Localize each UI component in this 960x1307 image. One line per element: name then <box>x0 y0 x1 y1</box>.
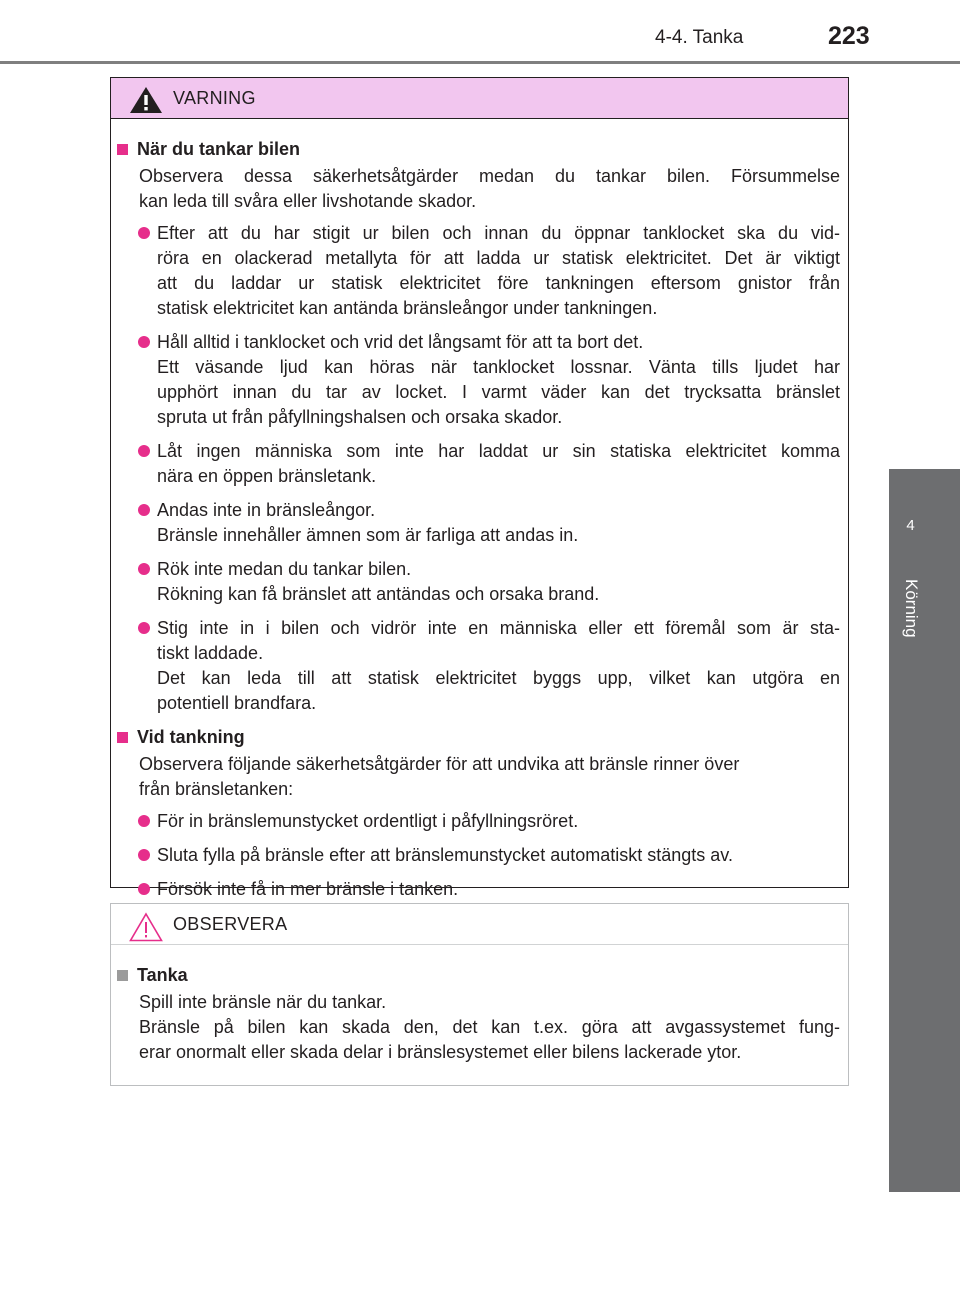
text-line: statisk elektricitet kan antända bränsleångor under tankningen. <box>157 298 658 318</box>
heading-text: Vid tankning <box>137 727 245 747</box>
bullet-dot-icon <box>138 563 150 575</box>
header-divider <box>0 61 960 64</box>
warning-body <box>111 119 848 902</box>
text-line: spruta ut från påfyllningshalsen och orsaka skador. <box>157 407 563 427</box>
chapter-number: 4 <box>906 517 915 534</box>
bullet-dot-icon <box>138 336 150 348</box>
bullet-dot-icon <box>138 445 150 457</box>
paragraph <box>117 752 840 802</box>
text-line: Det kan leda till att statisk elektricitet byggs upp, vilket kan utgöra en <box>157 668 840 688</box>
list-item <box>117 843 840 868</box>
text-line: upphört innan du tar av locket. I varmt väder kan det trycksatta bränslet <box>157 382 840 402</box>
bullet-dot-icon <box>138 883 150 895</box>
bullet-dot-icon <box>138 815 150 827</box>
section-heading <box>117 137 840 162</box>
section-heading <box>117 725 840 750</box>
text-line: att du laddar ur statisk elektricitet före tankningen eftersom gnistor från <box>157 273 840 293</box>
notice-header <box>111 904 848 945</box>
text-line: Ett väsande ljud kan höras när tanklocket lossnar. Vänta tills ljudet har <box>157 357 840 377</box>
text-line: Låt ingen människa som inte har laddat ur sin statiska elektricitet komma <box>157 441 840 461</box>
notice-title: OBSERVERA <box>173 914 288 934</box>
text-line: röra en olackerad metallyta för att ladda ur statisk elektricitet. Det är viktigt <box>157 248 840 268</box>
text-line: nära en öppen bränsletank. <box>157 466 377 486</box>
page-number: 223 <box>828 22 870 50</box>
warning-title: VARNING <box>173 88 256 108</box>
warning-triangle-icon <box>129 86 163 114</box>
text-line: Stig inte in i bilen och vidrör inte en människa eller ett föremål som är sta- <box>157 618 840 638</box>
chapter-tab[interactable] <box>889 469 960 1192</box>
text-line: Håll alltid i tanklocket och vrid det långsamt för att ta bort det. <box>157 332 644 352</box>
text-line: Rökning kan få bränslet att antändas och orsaka brand. <box>157 584 600 604</box>
text-line: Bränsle innehåller ämnen som är farliga att andas in. <box>157 525 579 545</box>
text-line: kan leda till svåra eller livshotande skador. <box>139 191 477 211</box>
bullet-dot-icon <box>138 849 150 861</box>
text-line: För in bränslemunstycket ordentligt i påfyllningsröret. <box>157 811 579 831</box>
heading-text: När du tankar bilen <box>137 139 301 159</box>
square-bullet-icon <box>117 970 128 981</box>
list-item <box>117 557 840 607</box>
section-title: 4-4. Tanka <box>655 27 744 48</box>
list-item <box>117 221 840 321</box>
text-line: Efter att du har stigit ur bilen och innan du öppnar tanklocket ska du vid- <box>157 223 840 243</box>
notice-body <box>111 945 848 1065</box>
text-line: Spill inte bränsle när du tankar. <box>139 992 387 1012</box>
text-line: Försök inte få in mer bränsle i tanken. <box>157 879 459 899</box>
text-line: erar onormalt eller skada delar i bränslesystemet eller bilens lackerade ytor. <box>139 1042 742 1062</box>
text-line: Rök inte medan du tankar bilen. <box>157 559 412 579</box>
list-item <box>117 809 840 834</box>
notice-box <box>110 903 849 1086</box>
chapter-label: Körning <box>902 579 921 638</box>
list-item <box>117 498 840 548</box>
text-line: Bränsle på bilen kan skada den, det kan t.ex. göra att avgassystemet fung- <box>139 1017 840 1037</box>
text-line: potentiell brandfara. <box>157 693 317 713</box>
bullet-dot-icon <box>138 227 150 239</box>
bullet-dot-icon <box>138 622 150 634</box>
warning-header <box>111 78 848 119</box>
text-line: Sluta fylla på bränsle efter att bränslemunstycket automatiskt stängts av. <box>157 845 733 865</box>
square-bullet-icon <box>117 144 128 155</box>
caution-triangle-icon <box>129 912 163 942</box>
section-heading <box>117 963 840 988</box>
text-line: tiskt laddade. <box>157 643 264 663</box>
list-item <box>117 877 840 902</box>
list-item <box>117 439 840 489</box>
square-bullet-icon <box>117 732 128 743</box>
heading-text: Tanka <box>137 965 188 985</box>
bullet-dot-icon <box>138 504 150 516</box>
text-line: Observera dessa säkerhetsåtgärder medan du tankar bilen. Försummelse <box>139 166 840 186</box>
list-item <box>117 616 840 716</box>
warning-box <box>110 77 849 899</box>
paragraph <box>117 164 840 214</box>
text-line: Andas inte in bränsleångor. <box>157 500 376 520</box>
paragraph <box>117 990 840 1065</box>
text-line: från bränsletanken: <box>139 779 294 799</box>
list-item <box>117 330 840 430</box>
text-line: Observera följande säkerhetsåtgärder för att undvika att bränsle rinner över <box>139 754 740 774</box>
